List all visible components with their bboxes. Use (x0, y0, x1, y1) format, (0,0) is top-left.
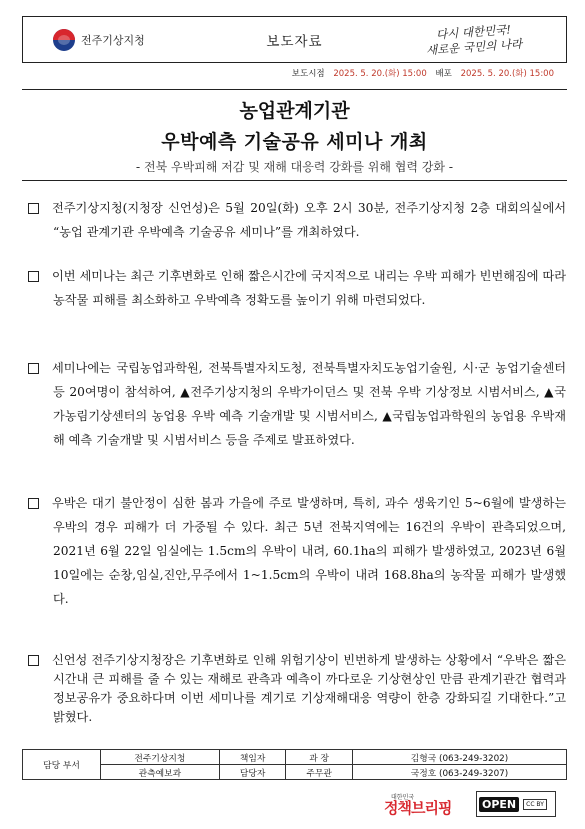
open-label: OPEN (479, 797, 519, 812)
dept-name1: 전주기상지청 (101, 750, 220, 765)
taegeuk-icon (53, 29, 75, 51)
paragraph-text: 전주기상지청(지청장 신언성)은 5월 20일(화) 오후 2시 30분, 전주기상지청 2층 대회의실에서 “농업 관계기관 우박예측 기술공유 세미나”를 개최하였다. (52, 201, 566, 239)
dept-label: 담당 부서 (23, 750, 101, 780)
paragraph-2 (26, 264, 566, 312)
contact-table (22, 749, 567, 780)
paragraph-1 (26, 196, 566, 244)
paragraph-text: 세미나에는 국립농업과학원, 전북특별자치도청, 전북특별자치도농업기술원, 시·군 농업기술센터 등 20여명이 참석하여, ▲전주기상지청의 우박가이던스 및 전북 우박 기상정보 시범서비스, ▲국가농림기상센터의 농업용 우박 예측 기술개발 및 시범서비스, ▲국립농업과학원의 농업용 우박재해 예측 기술개발 및 시범서비스 등을 주제로 발표하였다. (52, 361, 566, 447)
org-name: 전주기상지청 (81, 33, 145, 47)
title-line2: 우박예측 기술공유 세미나 개최 (161, 131, 428, 153)
paragraph-4 (26, 491, 566, 611)
paragraph-text: 신언성 전주기상지청장은 기후변화로 인해 위험기상이 빈번하게 발생하는 상황에서 “우박은 짧은 시간내 큰 피해를 줄 수 있는 재해로 관측과 예측이 까다로운 기상현상인 만큼 관계기관간 협력과 정보공유가 중요하다며 이번 세미나를 계기로 기상재해대응 역량이 한층 강화되길 기대한다.”고 밝혔다. (52, 653, 566, 724)
responsible-title: 과 장 (286, 750, 353, 765)
responsible-name: 김형국 (063-249-3202) (352, 750, 566, 765)
org-logo (23, 17, 173, 62)
distribution-label: 배포 (435, 69, 452, 79)
release-label: 보도시점 (291, 69, 325, 79)
dept-name2: 관측예보과 (101, 765, 220, 780)
responsible-label: 책임자 (219, 750, 286, 765)
paragraph-5 (26, 651, 566, 727)
release-title: 보도자료 (266, 33, 323, 50)
checkbox-bullet (28, 363, 39, 374)
checkbox-bullet (28, 271, 39, 282)
title-line1: 농업관계기관 (239, 100, 350, 122)
paragraph-3 (26, 356, 566, 452)
header-box (22, 16, 567, 63)
distribution-value: 2025. 5. 20.(화) 15:00 (460, 69, 554, 79)
paragraph-text: 우박은 대기 불안정이 심한 봄과 가을에 주로 발생하며, 특히, 과수 생육기인 5~6월에 발생하는 우박의 경우 피해가 더 가중될 수 있다. 최근 5년 전북지역에는 16건의 우박이 관측되었으며, 2021년 6월 22일 임실에는 1.5cm의 우박이 내려, 60.1ha의 피해가 발생하였고, 2023년 6월 10일에는 순창,임실,진안,무주에서 1~1.5cm의 우박이 내려 168.8ha의 농작물 피해가 발생했다. (52, 496, 566, 606)
title-box (22, 89, 567, 181)
staff-name: 국정호 (063-249-3207) (352, 765, 566, 780)
brand-small: 대한민국 (391, 794, 415, 801)
subtitle: - 전북 우박피해 저감 및 재해 대응력 강화를 위해 협력 강화 - (135, 160, 454, 174)
paragraph-text: 이번 세미나는 최근 기후변화로 인해 짧은시간에 국지적으로 내리는 우박 피해가 빈번해짐에 따라 농작물 피해를 최소화하고 우박예측 정확도를 높이기 위해 마련되었다. (52, 269, 566, 307)
open-license-badge (476, 791, 556, 817)
slogan (416, 17, 566, 62)
release-value: 2025. 5. 20.(화) 15:00 (333, 69, 427, 79)
brand-logo: 정책브리핑 (384, 799, 452, 817)
checkbox-bullet (28, 655, 39, 666)
slogan-line2: 새로운 국민의 나라 (425, 36, 523, 58)
slogan-line1: 다시 대한민국! (435, 22, 512, 42)
staff-title: 주무관 (286, 765, 353, 780)
cc-icon: CC BY (523, 799, 547, 810)
checkbox-bullet (28, 203, 39, 214)
checkbox-bullet (28, 498, 39, 509)
staff-label: 담당자 (219, 765, 286, 780)
release-dates (0, 67, 560, 79)
